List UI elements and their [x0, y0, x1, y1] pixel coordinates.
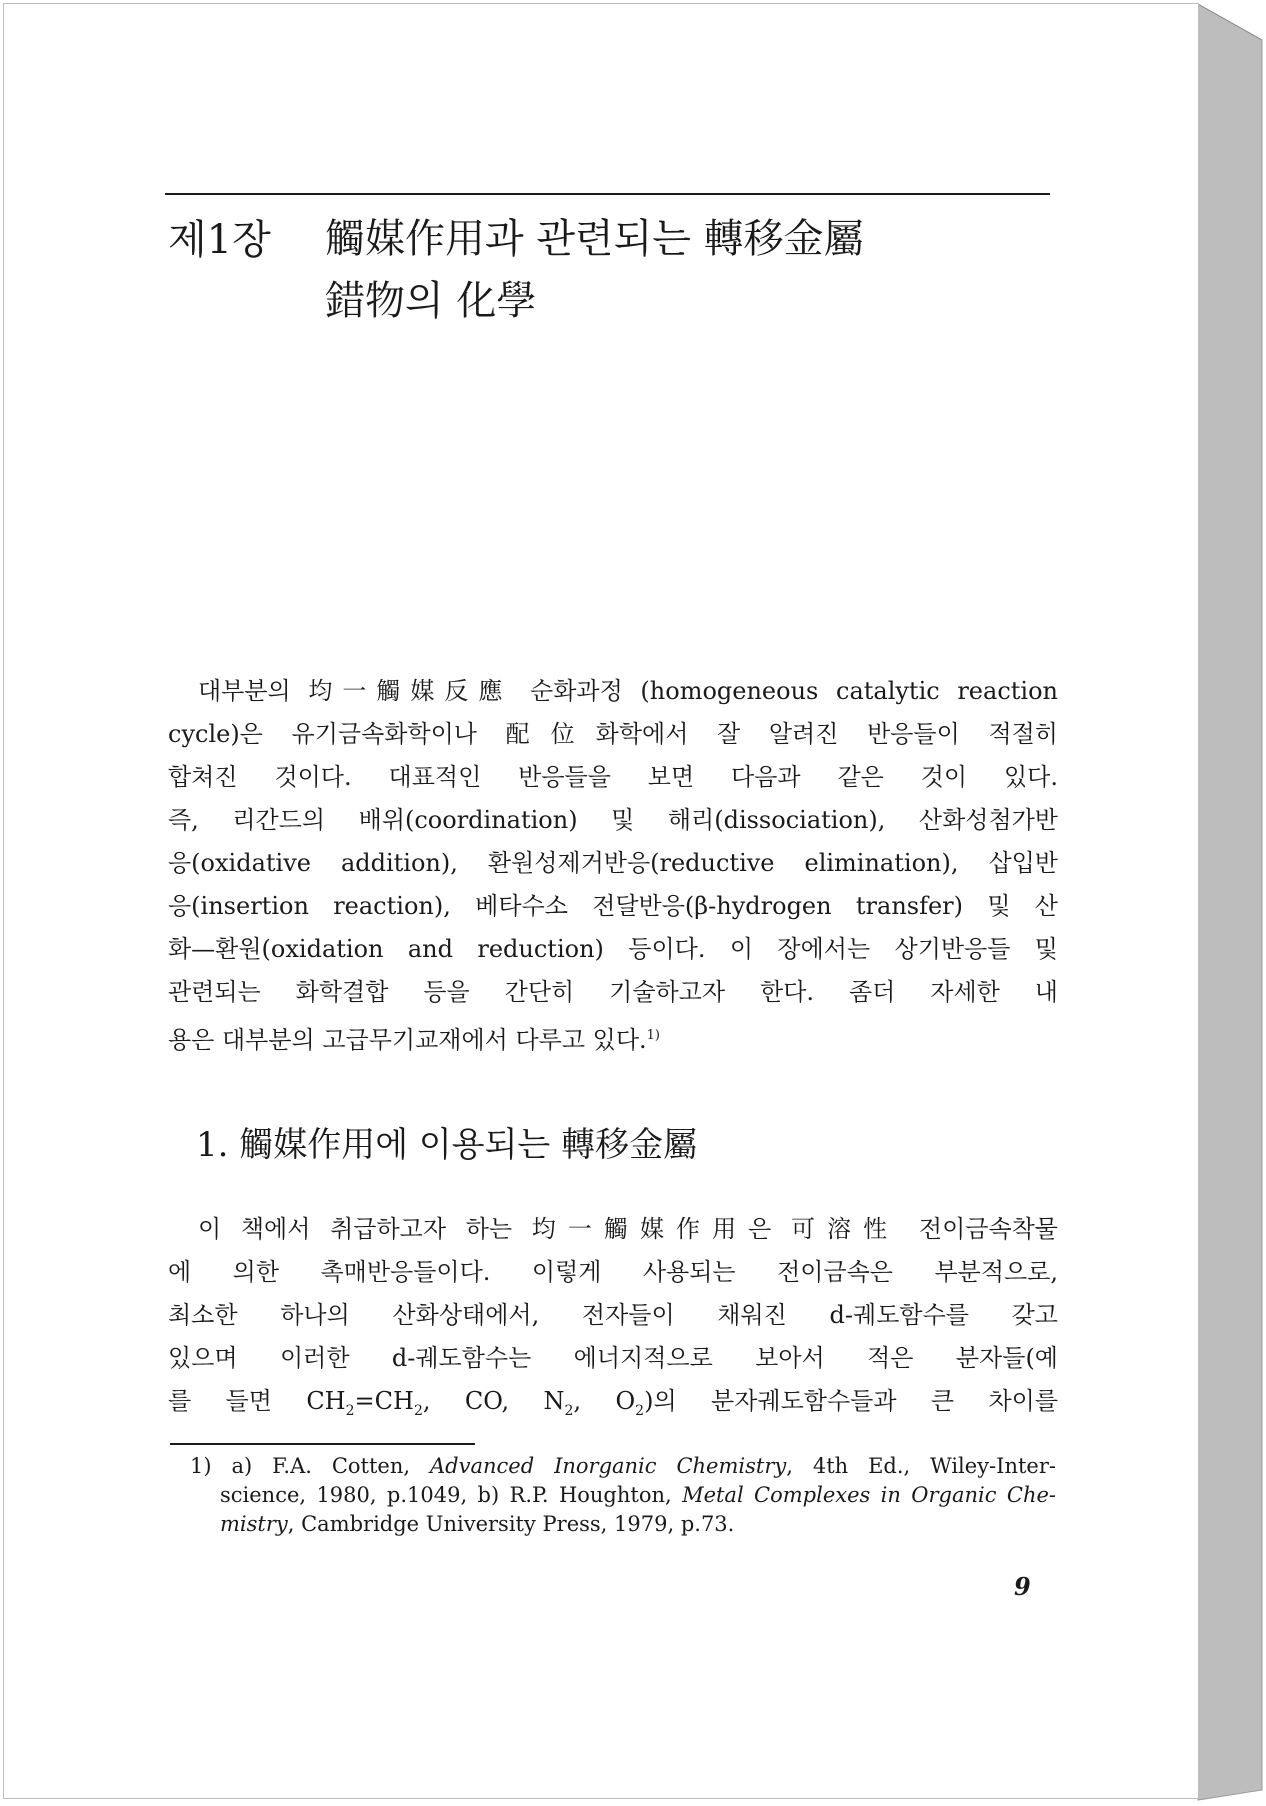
text-line-formula [168, 1380, 1058, 1433]
footnote-text: 1) a) F.A. Cotten, [190, 1454, 430, 1478]
footnote-rule [170, 1443, 475, 1445]
footnote-book-title: Metal Complexes in Organic Che- [682, 1483, 1056, 1507]
formula-prefix: 를 들면 CH [168, 1387, 346, 1415]
title-rule [165, 193, 1050, 195]
section-paragraph [168, 1208, 1058, 1433]
subscript: 2 [345, 1402, 355, 1419]
text-line: 관련되는 화학결합 등을 간단히 기술하고자 한다. 좀더 자세한 내 [168, 978, 1058, 1006]
section-heading: 1. 觸媒作用에 이용되는 轉移金屬 [196, 1125, 698, 1165]
text-line-last [168, 1014, 1058, 1062]
text-line: 이 책에서 취급하고자 하는 均一觸媒作用은 可溶性 전이금속착물 [198, 1215, 1058, 1243]
footnote-line [190, 1510, 1056, 1539]
page-number: 9 [1014, 1572, 1031, 1601]
footnote-line [190, 1481, 1056, 1510]
formula-part: , O [573, 1387, 636, 1415]
text-line: 응(oxidative addition), 환원성제거반응(reductive elimination), 삽입반 [168, 849, 1058, 877]
text-line-content: 용은 대부분의 고급무기교재에서 다루고 있다. [168, 1026, 647, 1054]
chapter-title-line-1: 觸媒作用과 관련되는 轉移金屬 [325, 216, 864, 262]
footnote-text: science, 1980, p.1049, b) R.P. Houghton, [220, 1483, 683, 1507]
text-line: 대부분의 均一觸媒反應 순화과정 (homogeneous catalytic reaction [198, 677, 1058, 705]
intro-paragraph [168, 670, 1058, 1062]
text-line: 화—환원(oxidation and reduction) 등이다. 이 장에서는 상기반응들 및 [168, 935, 1058, 963]
subscript: 2 [413, 1402, 423, 1419]
footnote-line [190, 1452, 1056, 1481]
text-line: 최소한 하나의 산화상태에서, 전자들이 채워진 d-궤도함수를 갖고 [168, 1301, 1058, 1329]
footnote-book-title: Advanced Inorganic Chemistry [430, 1454, 787, 1478]
text-line: 에 의한 촉매반응들이다. 이렇게 사용되는 전이금속은 부분적으로, [168, 1258, 1058, 1286]
subscript: 2 [564, 1402, 574, 1419]
subscript: 2 [635, 1402, 645, 1419]
chapter-number: 제1장 [168, 217, 271, 263]
text-line: 있으며 이러한 d-궤도함수는 에너지적으로 보아서 적은 분자들(예 [168, 1344, 1058, 1372]
text-line: 즉, 리간드의 배위(coordination) 및 해리(dissociation), 산화성첨가반 [168, 806, 1058, 834]
footnote [190, 1452, 1056, 1539]
chapter-title-line-2: 錯物의 化學 [325, 278, 537, 324]
footnote-book-title: mistry [220, 1512, 288, 1536]
footnote-text: , Cambridge University Press, 1979, p.73. [287, 1512, 735, 1536]
footnote-reference: 1) [646, 1028, 660, 1043]
chapter-title [325, 208, 864, 332]
text-line: 응(insertion reaction), 베타수소 전달반응(β-hydrogen transfer) 및 산 [168, 892, 1058, 920]
formula-suffix: )의 분자궤도함수들과 큰 차이를 [644, 1387, 1059, 1415]
text-line: 합쳐진 것이다. 대표적인 반응들을 보면 다음과 같은 것이 있다. [168, 763, 1058, 791]
footnote-text: , 4th Ed., Wiley-Inter- [786, 1454, 1056, 1478]
formula-part: =CH [354, 1387, 414, 1415]
page-edge-side [1198, 4, 1262, 1800]
formula-part: , CO, N [422, 1387, 565, 1415]
text-line: cycle)은 유기금속화학이나 配位화학에서 잘 알려진 반응들이 적절히 [168, 720, 1058, 748]
